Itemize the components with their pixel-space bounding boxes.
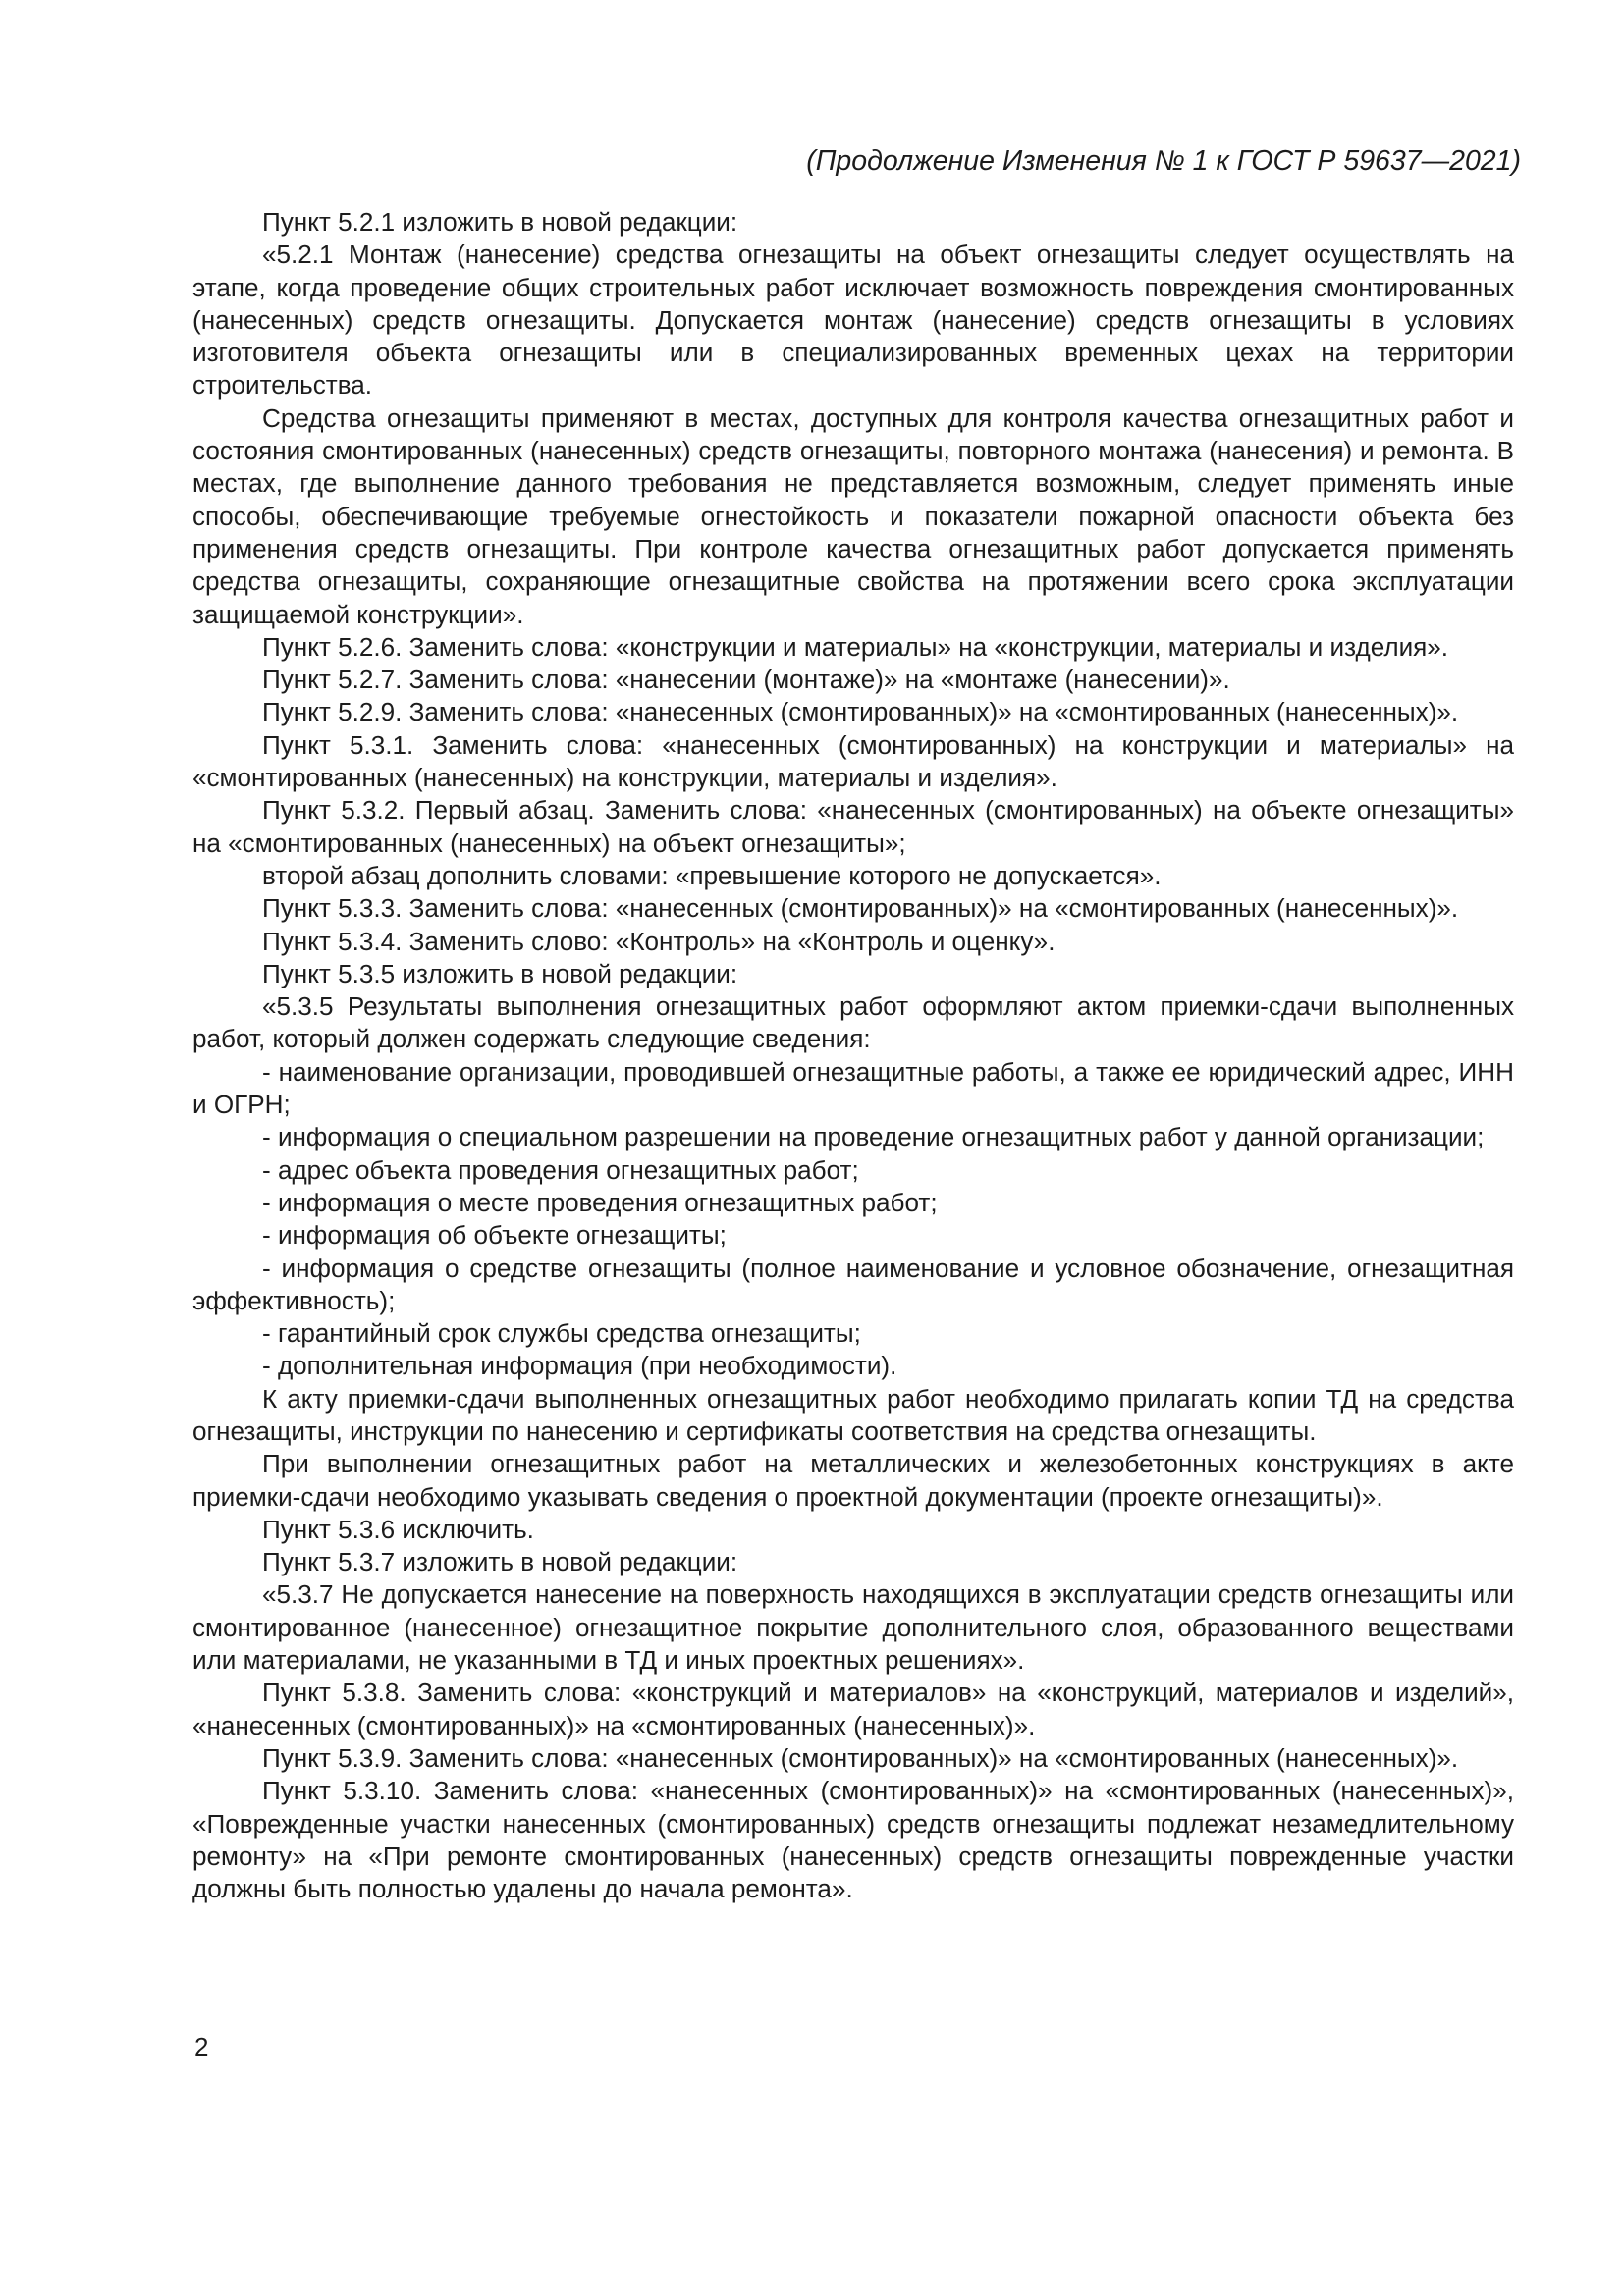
paragraph: Пункт 5.3.8. Заменить слова: «конструкций и материалов» на «конструкций, материалов и изделий», «нанесенных (смонтированных)» на «смонтированных (нанесенных)». — [192, 1678, 1514, 1740]
paragraph: «5.2.1 Монтаж (нанесение) средства огнезащиты на объект огнезащиты следует осуществлять на этапе, когда проведение общих строительных работ исключает возможность повреждения смонтированных (нанесенных) средств огнезащиты. Допускается монтаж (нанесение) средств огнезащиты в условиях изготовителя объекта огнезащиты или в специализированных временных цехах на территории строительства. — [192, 240, 1514, 400]
list-item: - информация о средстве огнезащиты (полное наименование и условное обозначение, огнезащитная эффективность); — [192, 1253, 1514, 1315]
paragraph: Пункт 5.3.7 изложить в новой редакции: — [262, 1547, 738, 1577]
paragraph: «5.3.5 Результаты выполнения огнезащитных работ оформляют актом приемки-сдачи выполненных работ, который должен содержать следующие сведения: — [192, 991, 1514, 1054]
paragraph: Пункт 5.3.9. Заменить слова: «нанесенных (смонтированных)» на «смонтированных (нанесенных)». — [262, 1742, 1459, 1773]
paragraph: второй абзац дополнить словами: «превышение которого не допускается». — [262, 860, 1162, 890]
paragraph: Пункт 5.3.4. Заменить слово: «Контроль» на «Контроль и оценку». — [262, 926, 1056, 956]
paragraph: Средства огнезащиты применяют в местах, доступных для контроля качества огнезащитных работ и состояния смонтированных (нанесенных) средств огнезащиты, повторного монтажа (нанесения) и ремонта. В местах, где выполнение данного требования не представляется возможным, следует применять иные способы, обеспечивающие требуемые огнестойкость и показатели пожарной опасности объекта без применения средств огнезащиты. При контроле качества огнезащитных работ допускается применять средства огнезащиты, сохраняющие огнезащитные свойства на протяжении всего срока эксплуатации защищаемой конструкции». — [192, 402, 1514, 629]
paragraph: К акту приемки-сдачи выполненных огнезащитных работ необходимо прилагать копии ТД на средства огнезащиты, инструкции по нанесению и сертификаты соответствия на средства огнезащиты. — [192, 1383, 1514, 1446]
paragraph: Пункт 5.2.6. Заменить слова: «конструкции и материалы» на «конструкции, материалы и изделия». — [262, 631, 1449, 662]
paragraph: Пункт 5.3.2. Первый абзац. Заменить слова: «нанесенных (смонтированных) на объекте огнезащиты» на «смонтированных (нанесенных) на объект огнезащиты»; — [192, 795, 1514, 858]
list-item: - информация о специальном разрешении на проведение огнезащитных работ у данной организации; — [262, 1122, 1485, 1152]
paragraph: Пункт 5.2.1 изложить в новой редакции: — [262, 207, 738, 237]
list-item: - информация об объекте огнезащиты; — [262, 1220, 727, 1251]
paragraph: Пункт 5.3.1. Заменить слова: «нанесенных (смонтированных) на конструкции и материалы» на «смонтированных (нанесенных) на конструкции, материалы и изделия». — [192, 729, 1514, 793]
paragraph: Пункт 5.3.3. Заменить слова: «нанесенных (смонтированных)» на «смонтированных (нанесенных)». — [262, 893, 1459, 924]
list-item: - дополнительная информация (при необходимости). — [262, 1351, 897, 1381]
paragraph: Пункт 5.2.9. Заменить слова: «нанесенных (смонтированных)» на «смонтированных (нанесенных)». — [262, 697, 1459, 727]
paragraph: «5.3.7 Не допускается нанесение на поверхность находящихся в эксплуатации средств огнезащиты или смонтированное (нанесенное) огнезащитное покрытие дополнительного слоя, образованного веществами или материалами, не указанными в ТД и иных проектных решениях». — [192, 1579, 1514, 1676]
running-header: (Продолжение Изменения № 1 к ГОСТ Р 59637—2021) — [806, 145, 1521, 177]
list-item: - гарантийный срок службы средства огнезащиты; — [262, 1318, 861, 1349]
paragraph: Пункт 5.3.5 изложить в новой редакции: — [262, 958, 738, 988]
list-item: - информация о месте проведения огнезащитных работ; — [262, 1187, 938, 1217]
paragraph: При выполнении огнезащитных работ на металлических и железобетонных конструкциях в акте приемки-сдачи необходимо указывать сведения о проектной документации (проекте огнезащиты)». — [192, 1449, 1514, 1512]
paragraph: Пункт 5.2.7. Заменить слова: «нанесении (монтаже)» на «монтаже (нанесении)». — [262, 665, 1230, 695]
paragraph: Пункт 5.3.6 исключить. — [262, 1514, 534, 1544]
page-number: 2 — [194, 2032, 209, 2061]
list-item: - наименование организации, проводившей огнезащитные работы, а также ее юридический адрес, ИНН и ОГРН; — [192, 1056, 1514, 1120]
paragraph: Пункт 5.3.10. Заменить слова: «нанесенных (смонтированных)» на «смонтированных (нанесенных)», «Поврежденные участки нанесенных (смонтированных) средств огнезащиты подлежат незамедлительному ремонту» на «При ремонте смонтированных (нанесенных) средств огнезащиты поврежденные участки должны быть полностью удалены до начала ремонта». — [192, 1776, 1514, 1904]
list-item: - адрес объекта проведения огнезащитных работ; — [262, 1154, 859, 1185]
document-body — [192, 206, 1514, 1905]
